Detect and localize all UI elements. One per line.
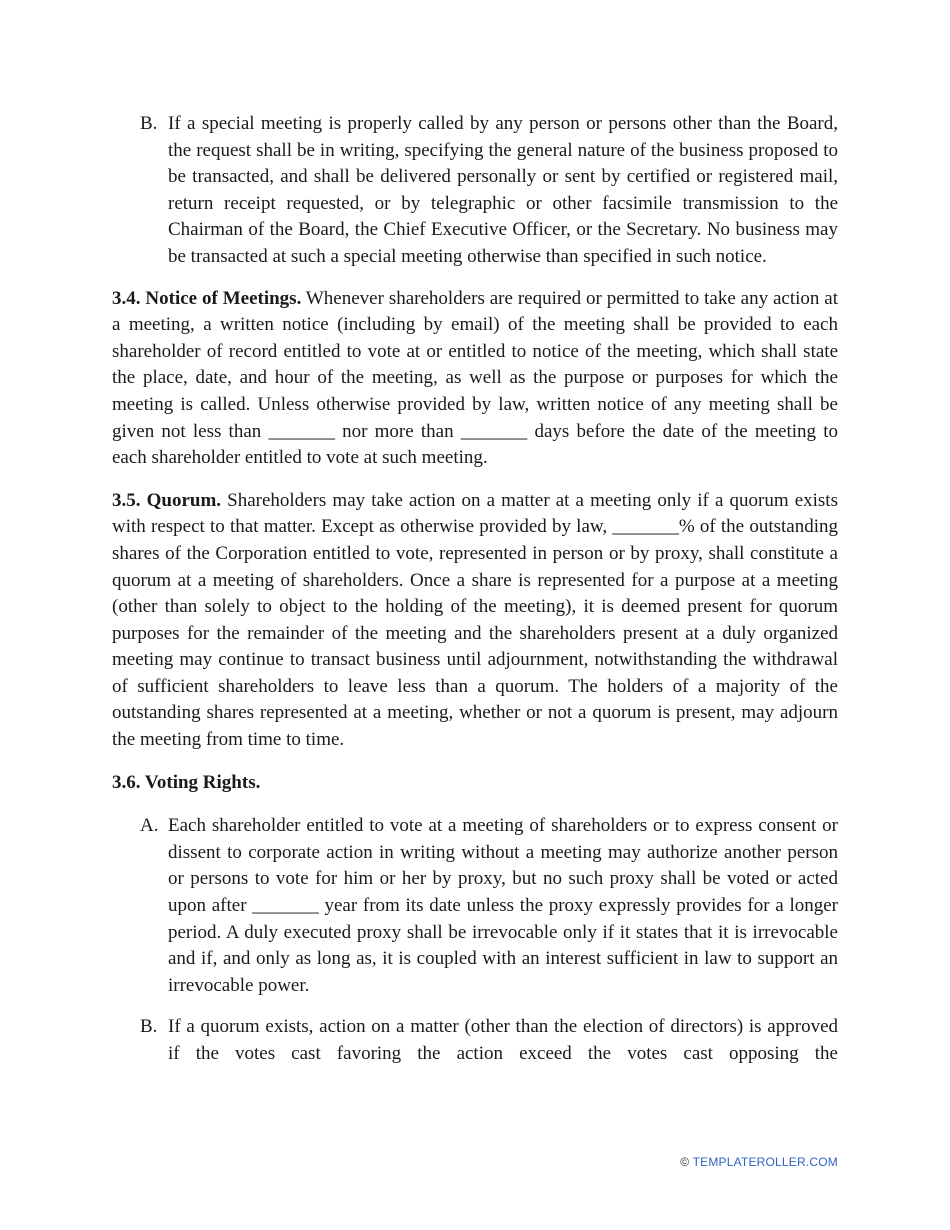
list-marker: B.	[140, 113, 158, 134]
section-text: Whenever shareholders are required or permitted to take any action at a meeting, a written notice (including by email) of the meeting shall be provided to each shareholder of record entitled to vote at or entitled to notice of the meeting, which shall state the place, date, and hour of the meeting, as well as the purpose or purposes for which the meeting is called. Unless otherwise provided by law, written notice of any meeting shall be given not less than _______ nor more than _______ days before the date of the meeting to each shareholder entitled to vote at such meeting.	[112, 287, 839, 469]
list-item-text: If a quorum exists, action on a matter (other than the election of directors) is approved if the votes cast favoring the action exceed the votes cast opposing the	[168, 1016, 838, 1064]
list-item-3-6-a	[112, 813, 838, 999]
section-heading: 3.4. Notice of Meetings.	[112, 287, 302, 309]
list-item-3-6-b	[112, 1014, 838, 1067]
section-heading: 3.5. Quorum.	[112, 489, 222, 511]
section-text: Shareholders may take action on a matter at a meeting only if a quorum exists with respect to that matter. Except as otherwise provided by law, _______% of the outstanding shares of the Corporation entitled to vote, represented in person or by proxy, shall constitute a quorum at a meeting of shareholders. Once a share is represented for a purpose at a meeting (other than solely to object to the holding of the meeting), it is deemed present for quorum purposes for the remainder of the meeting and the shareholders present at a duly organized meeting may continue to transact business until adjournment, notwithstanding the withdrawal of sufficient shareholders to leave less than a quorum. The holders of a majority of the outstanding shares represented at a meeting, whether or not a quorum is present, may adjourn the meeting from time to time.	[112, 489, 838, 751]
section-3-4	[112, 286, 838, 472]
list-marker: B.	[140, 1016, 158, 1038]
brand-text: TEMPLATEROLLER.COM	[692, 1155, 838, 1169]
document-page	[112, 111, 838, 1068]
list-marker: A.	[140, 815, 159, 837]
section-3-6-heading	[112, 770, 838, 797]
list-item-text: If a special meeting is properly called by any person or persons other than the Board, the request shall be in writing, specifying the general nature of the business proposed to be transacted, and shall be delivered personally or sent by certified or registered mail, return receipt requested, or by telegraphic or other facsimile transmission to the Chairman of the Board, the Chief Executive Officer, or the Secretary. No business may be transacted at such a special meeting otherwise than specified in such notice.	[168, 113, 838, 267]
copyright-symbol: ©	[680, 1155, 690, 1169]
footer-brand-link[interactable]	[680, 1155, 838, 1169]
list-item-text: Each shareholder entitled to vote at a meeting of shareholders or to express consent or dissent to corporate action in writing without a meeting may authorize another person or persons to vote for him or her by proxy, but no such proxy shall be voted or acted upon after _______ year from its date unless the proxy expressly provides for a longer period. A duly executed proxy shall be irrevocable only if it states that it is irrevocable and if, and only as long as, it is coupled with an interest sufficient in law to support an irrevocable power.	[168, 815, 838, 996]
section-heading: 3.6. Voting Rights.	[112, 771, 261, 793]
list-item-3-3-b	[112, 111, 838, 271]
section-3-5	[112, 488, 838, 754]
